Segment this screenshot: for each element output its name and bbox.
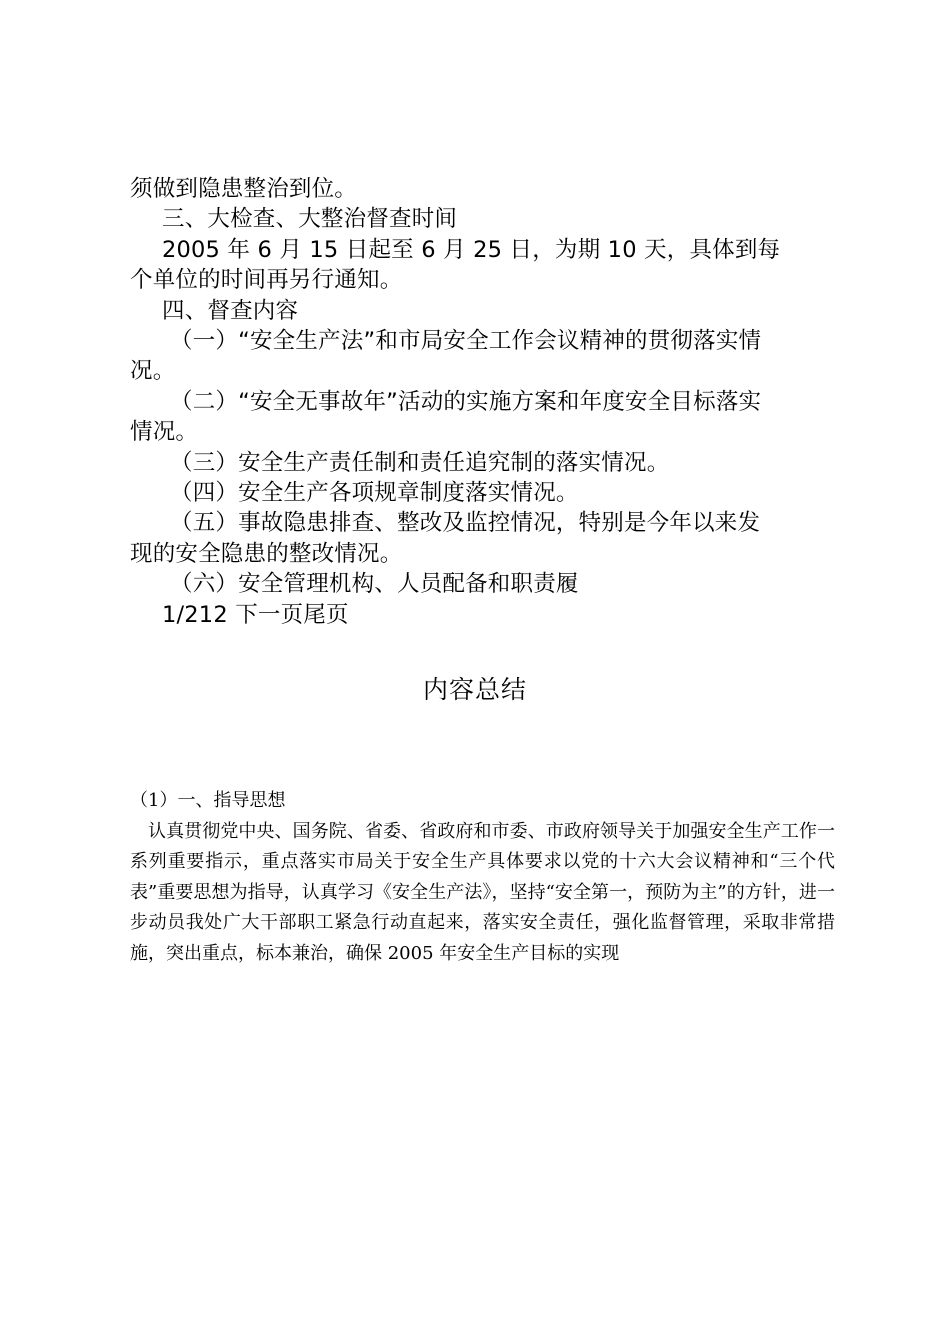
list-item: （四）安全生产各项规章制度落实情况。 — [170, 480, 579, 507]
text-line: 况。 — [130, 358, 176, 385]
main-text-block — [130, 174, 830, 630]
text-line: 个单位的时间再另行通知。 — [130, 267, 403, 294]
summary-heading: （1）一、指导思想 — [130, 790, 286, 811]
list-item: （五）事故隐患排查、整改及监控情况，特别是今年以来发 — [170, 510, 761, 537]
section-heading-time: 三、大检查、大整治督查时间 — [162, 206, 458, 233]
section-heading-content: 四、督查内容 — [162, 297, 299, 324]
summary-body — [130, 786, 835, 970]
list-item: （三）安全生产责任制和责任追究制的落实情况。 — [170, 449, 670, 476]
summary-paragraph: 认真贯彻党中央、国务院、省委、省政府和市委、市政府领导关于加强安全生产工作一系列重要指示，重点落实市局关于安全生产具体要求以党的十六大会议精神和“三个代表”重要思想为指导，认真学习《安全生产法》，坚持“安全第一，预防为主”的方针，进一步动员我处广大干部职工紧急行动直起来，落实安全责任，强化监督管理，采取非常措施，突出重点，标本兼治，确保 2005 年安全生产目标的实现 — [130, 820, 835, 964]
text-line: 须做到隐患整治到位。 — [130, 176, 358, 202]
list-item: （六）安全管理机构、人员配备和职责履 — [170, 571, 579, 598]
text-line: 2005 年 6 月 15 日起至 6 月 25 日，为期 10 天，具体到每 — [162, 236, 781, 263]
summary-title: 内容总结 — [422, 675, 527, 704]
list-item: （二）“安全无事故年”活动的实施方案和年度安全目标落实 — [170, 388, 762, 415]
text-line: 情况。 — [130, 419, 199, 446]
pagination-text: 1/212 下一页尾页 — [162, 601, 349, 628]
text-line: 现的安全隐患的整改情况。 — [130, 540, 403, 567]
list-item: （一）“安全生产法”和市局安全工作会议精神的贯彻落实情 — [170, 328, 762, 355]
